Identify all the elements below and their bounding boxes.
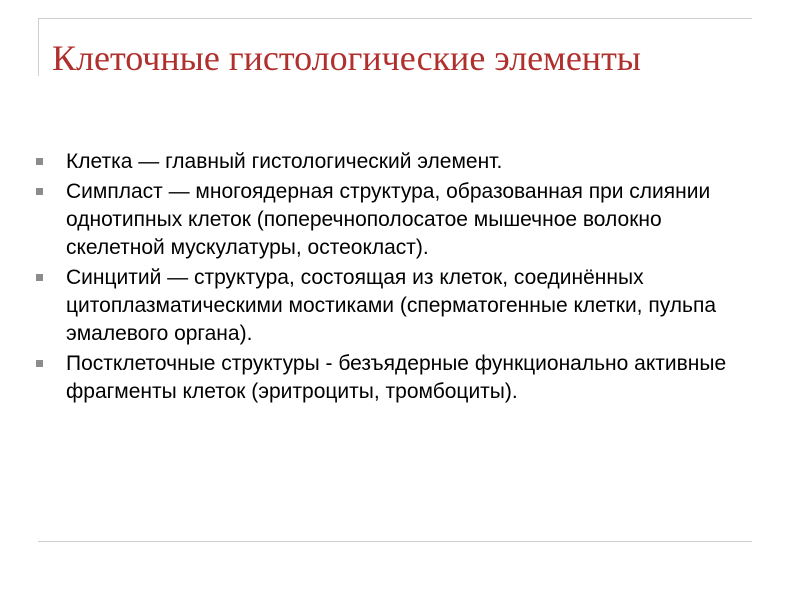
bullet-item-postcellular xyxy=(34,350,754,406)
title-frame-top-line xyxy=(38,18,752,19)
bullet-item-cell xyxy=(34,148,754,176)
square-bullet-icon xyxy=(36,360,43,367)
title-frame-left-line xyxy=(38,18,39,76)
square-bullet-icon xyxy=(36,188,43,195)
footer-divider xyxy=(38,541,752,542)
bullet-item-syncytium xyxy=(34,264,754,348)
square-bullet-icon xyxy=(36,158,43,165)
slide-title: Клеточные гистологические элементы xyxy=(52,38,641,78)
bullet-item-symplast xyxy=(34,178,754,262)
bullet-text: Постклеточные структуры - безъядерные функционально активные фрагменты клеток (эритроциты, тромбоциты). xyxy=(66,352,727,403)
bullet-text: Клетка — главный гистологический элемент. xyxy=(66,150,503,173)
bullet-text: Синцитий — структура, состоящая из клеток, соединённых цитоплазматическими мостиками (сперматогенные клетки, пульпа эмалевого органа). xyxy=(66,266,716,345)
square-bullet-icon xyxy=(36,274,43,281)
bullet-text: Симпласт — многоядерная структура, образованная при слиянии однотипных клеток (поперечнополосатое мышечное волокно скелетной мускулатуры, остеокласт). xyxy=(66,180,711,259)
bullet-list xyxy=(34,148,754,408)
